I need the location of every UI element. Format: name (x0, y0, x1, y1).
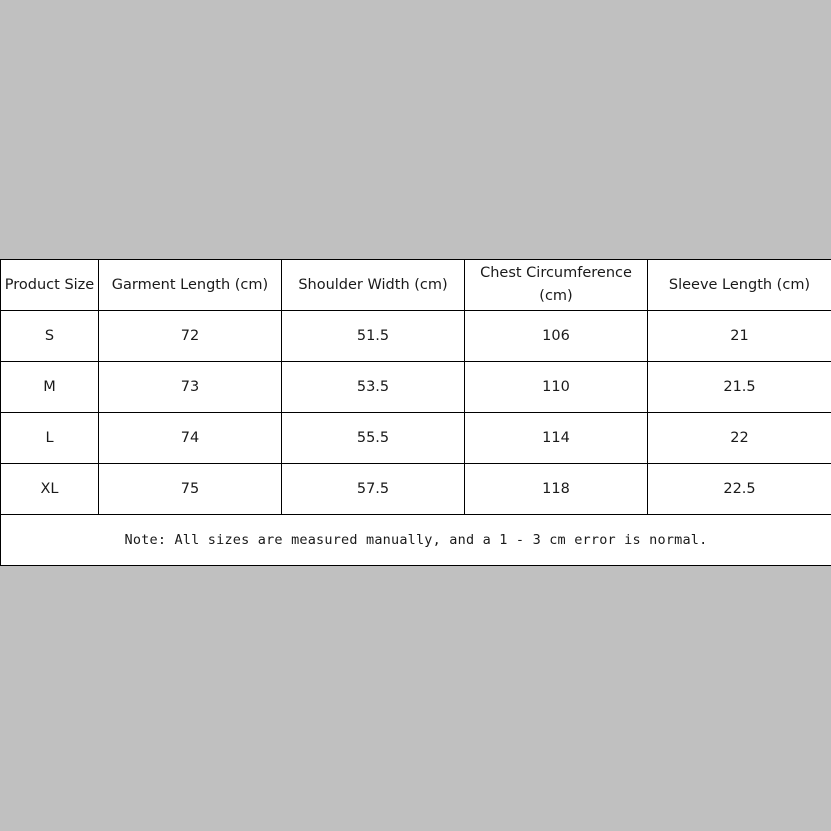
cell-chest-circumference: 118 (465, 464, 648, 515)
size-chart-table (0, 259, 831, 566)
table-row (1, 362, 831, 413)
table-row (1, 311, 831, 362)
cell-sleeve-length: 22 (648, 413, 831, 464)
cell-size: M (1, 362, 99, 413)
header-sleeve-length: Sleeve Length (cm) (648, 260, 831, 311)
table-header-row (1, 260, 831, 311)
cell-shoulder-width: 55.5 (282, 413, 465, 464)
cell-chest-circumference: 106 (465, 311, 648, 362)
cell-size: L (1, 413, 99, 464)
cell-size: XL (1, 464, 99, 515)
cell-size: S (1, 311, 99, 362)
cell-chest-circumference: 110 (465, 362, 648, 413)
header-product-size: Product Size (1, 260, 99, 311)
measurement-note: Note: All sizes are measured manually, and a 1 - 3 cm error is normal. (1, 515, 831, 566)
cell-garment-length: 74 (99, 413, 282, 464)
cell-sleeve-length: 21.5 (648, 362, 831, 413)
header-shoulder-width: Shoulder Width (cm) (282, 260, 465, 311)
cell-garment-length: 72 (99, 311, 282, 362)
cell-sleeve-length: 22.5 (648, 464, 831, 515)
cell-shoulder-width: 57.5 (282, 464, 465, 515)
table-row (1, 464, 831, 515)
cell-chest-circumference: 114 (465, 413, 648, 464)
cell-shoulder-width: 51.5 (282, 311, 465, 362)
header-garment-length: Garment Length (cm) (99, 260, 282, 311)
table-note-row (1, 515, 831, 566)
cell-sleeve-length: 21 (648, 311, 831, 362)
cell-shoulder-width: 53.5 (282, 362, 465, 413)
header-chest-circumference: Chest Circumference (cm) (465, 260, 648, 311)
cell-garment-length: 73 (99, 362, 282, 413)
cell-garment-length: 75 (99, 464, 282, 515)
table-row (1, 413, 831, 464)
